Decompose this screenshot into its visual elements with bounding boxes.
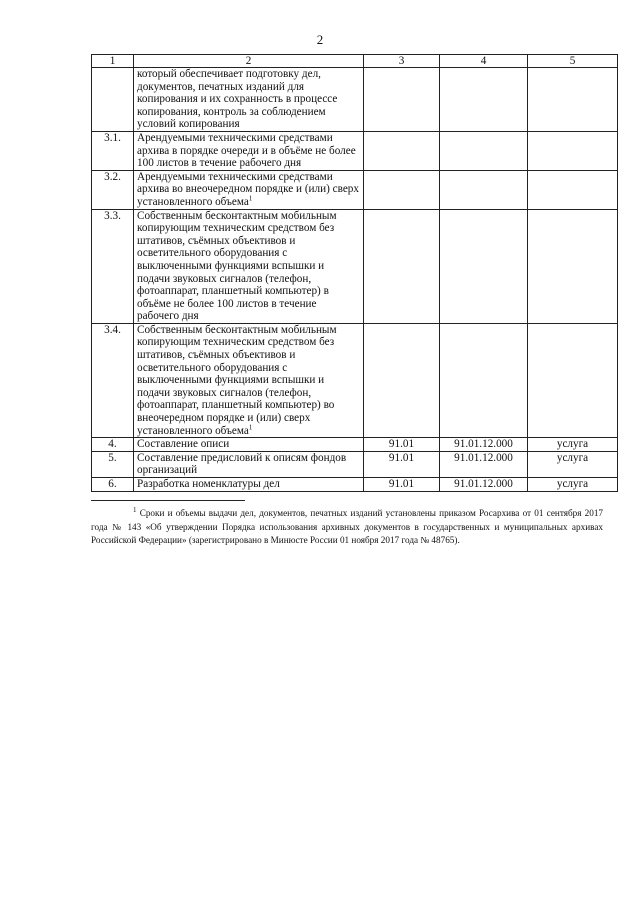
table-header-row	[92, 55, 618, 68]
row-unit	[528, 323, 618, 437]
row-unit	[528, 438, 618, 452]
row-number	[92, 209, 134, 323]
row-number-text: 3.1.	[104, 131, 121, 144]
footnote-separator	[91, 500, 245, 501]
footnote-text: Сроки и объемы выдачи дел, документов, печатных изданий установлены приказом Росархива от 01 сентября 2017 года № 143 «Об утверждении Порядка использования архивных документов в государственных и муниципальных архивах Российской Федерации» (зарегистрировано в Минюсте России 01 ноября 2017 года № 48765).	[91, 508, 604, 545]
row-description	[134, 438, 364, 452]
row-unit	[528, 68, 618, 132]
row-number-text: 4.	[108, 438, 117, 451]
row-code-okved	[364, 478, 440, 492]
row-unit-text: услуга	[556, 451, 589, 464]
row-number-text: 3.3.	[104, 209, 121, 222]
row-description-text: Составление предисловий к описям фондов организаций	[137, 451, 347, 477]
row-number-text: 3.2.	[104, 170, 121, 183]
row-number	[92, 131, 134, 170]
row-code-okpd	[440, 451, 528, 477]
services-table	[91, 54, 618, 492]
row-description	[134, 131, 364, 170]
row-unit	[528, 451, 618, 477]
row-number	[92, 438, 134, 452]
row-unit	[528, 209, 618, 323]
footnote	[91, 507, 603, 548]
row-number	[92, 478, 134, 492]
row-unit	[528, 478, 618, 492]
row-code-okved	[364, 438, 440, 452]
row-description	[134, 209, 364, 323]
row-number	[92, 68, 134, 132]
row-description-text: Составление описи	[137, 438, 230, 451]
row-unit	[528, 170, 618, 209]
row-number-text: 3.4.	[104, 323, 121, 336]
footnote-marker: 1	[133, 505, 137, 514]
row-code-okpd-text: 91.01.12.000	[454, 451, 513, 464]
row-code-okpd-text: 91.01.12.000	[454, 478, 513, 490]
table-row	[92, 131, 618, 170]
row-description	[134, 170, 364, 209]
row-code-okpd	[440, 170, 528, 209]
row-unit-text: услуга	[556, 478, 589, 490]
row-unit	[528, 131, 618, 170]
row-description	[134, 478, 364, 492]
header-col-4: 4	[440, 55, 528, 68]
table-row	[92, 438, 618, 452]
header-col-1: 1	[92, 55, 134, 68]
row-code-okpd	[440, 478, 528, 492]
row-code-okved	[364, 451, 440, 477]
table-row	[92, 323, 618, 437]
row-code-okved	[364, 323, 440, 437]
row-number-text: 6.	[108, 478, 117, 490]
row-code-okpd	[440, 131, 528, 170]
table-row	[92, 68, 618, 132]
table-row	[92, 209, 618, 323]
row-code-okpd-text: 91.01.12.000	[454, 438, 513, 451]
row-code-okved	[364, 170, 440, 209]
row-description-text: Собственным бесконтактным мобильным копирующим техническим средством без штативов, съёмных объективов и осветительного оборудования с выключенными функциями вспышки и подачи звуковых сигналов (телефон, фотоаппарат, планшетный компьютер) в объёме не более 100 листов в течение рабочего дня	[137, 209, 337, 323]
header-col-3: 3	[364, 55, 440, 68]
row-code-okpd	[440, 68, 528, 132]
row-description-text: Арендуемыми техническими средствами архива в порядке очереди и в объёме не более 100 листов в течение рабочего дня	[137, 131, 356, 170]
row-description	[134, 68, 364, 132]
row-number	[92, 451, 134, 477]
header-col-5: 5	[528, 55, 618, 68]
row-description-text: Разработка номенклатуры дел	[137, 478, 280, 490]
header-col-2: 2	[134, 55, 364, 68]
row-unit-text: услуга	[556, 438, 589, 451]
row-number	[92, 170, 134, 209]
row-code-okpd	[440, 438, 528, 452]
table-row	[92, 478, 618, 492]
row-description	[134, 323, 364, 437]
row-description-text: Арендуемыми техническими средствами архива во внеочередном порядке и (или) сверх установленного объема	[137, 170, 359, 208]
row-code-okved	[364, 131, 440, 170]
footnote-ref: 1	[248, 422, 253, 431]
services-table-body	[92, 55, 618, 492]
footnote-ref: 1	[248, 194, 253, 203]
row-number	[92, 323, 134, 437]
table-row	[92, 170, 618, 209]
row-code-okved-text: 91.01	[388, 478, 415, 490]
row-code-okved-text: 91.01	[388, 451, 415, 464]
row-description-text: Собственным бесконтактным мобильным копирующим техническим средством без штативов, съёмных объективов и осветительного оборудования с выключенными функциями вспышки и подачи звуковых сигналов (телефон, фотоаппарат, планшетный компьютер) во внеочередном порядке и (или) сверх установленного объема	[137, 323, 337, 437]
row-code-okved	[364, 68, 440, 132]
row-description	[134, 451, 364, 477]
row-code-okved	[364, 209, 440, 323]
table-row	[92, 451, 618, 477]
row-code-okpd	[440, 209, 528, 323]
row-description-text: который обеспечивает подготовку дел, документов, печатных изданий для копирования и их сохранность в процессе копирования, контроль за соблюдением условий копирования	[137, 68, 338, 131]
row-code-okpd	[440, 323, 528, 437]
row-code-okved-text: 91.01	[388, 438, 415, 451]
page-number: 2	[316, 32, 324, 47]
row-number-text: 5.	[108, 451, 117, 464]
